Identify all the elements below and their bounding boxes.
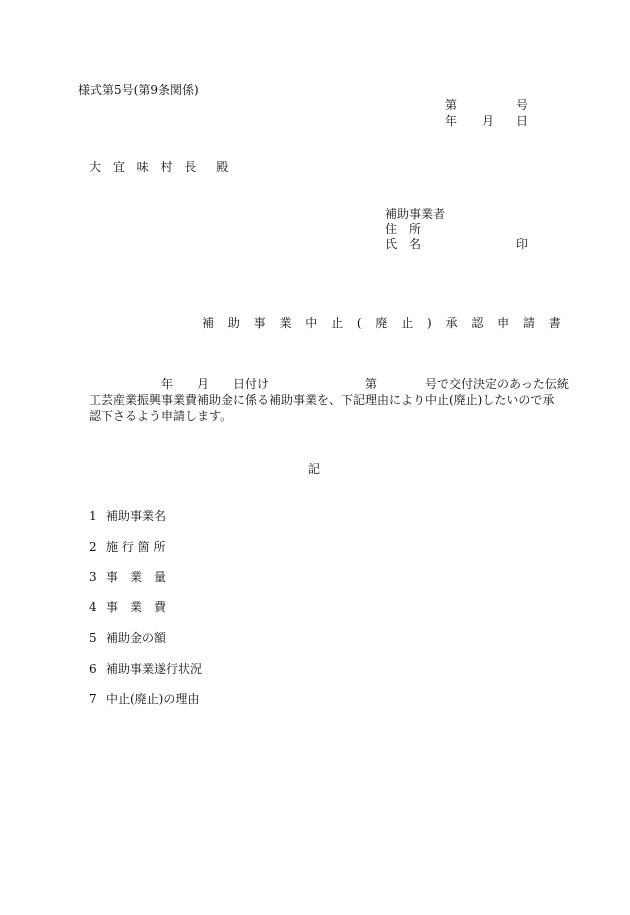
body-paragraph xyxy=(89,376,569,424)
item-label: 中止(廃止)の理由 xyxy=(106,692,200,706)
form-number-label: 様式第5号(第9条関係) xyxy=(78,83,199,97)
item-number: 3 xyxy=(89,570,97,584)
item-number: 5 xyxy=(89,631,97,645)
list-item xyxy=(89,662,202,676)
list-item xyxy=(89,570,166,584)
date-day-label: 日 xyxy=(516,114,529,128)
document-number-suffix: 号 xyxy=(516,98,529,112)
list-item xyxy=(89,540,165,554)
seal-mark: 印 xyxy=(516,237,529,251)
date-year-label: 年 xyxy=(445,114,458,128)
list-item xyxy=(89,692,199,706)
ki-heading: 記 xyxy=(308,462,321,476)
applicant-title: 補助事業者 xyxy=(385,207,446,221)
document-number-prefix: 第 xyxy=(445,98,458,112)
list-item xyxy=(89,631,166,645)
date-month-label: 月 xyxy=(482,114,495,128)
item-label: 事 業 費 xyxy=(106,600,167,614)
item-label: 補助事業名 xyxy=(106,509,167,523)
item-label: 補助事業遂行状況 xyxy=(106,662,203,676)
item-number: 2 xyxy=(89,540,97,554)
item-number: 7 xyxy=(89,692,97,706)
body-line-3: 認下さるよう申請します。 xyxy=(89,409,233,423)
list-item xyxy=(89,509,166,523)
document-title: 補 助 事 業 中 止 ( 廃 止 ) 承 認 申 請 書 xyxy=(202,316,566,330)
body-line-2: 工芸産業振興事業費補助金に係る補助事業を、下記理由により中止(廃止)したいので承 xyxy=(89,393,555,407)
item-label: 施 行 箇 所 xyxy=(106,540,166,554)
item-label: 事 業 量 xyxy=(106,570,167,584)
body-line-1: 年 月 日付け 第 号で交付決定のあった伝統 xyxy=(89,377,569,391)
item-number: 6 xyxy=(89,662,97,676)
item-number: 1 xyxy=(89,509,97,523)
applicant-name-label: 氏 名 xyxy=(385,237,422,251)
item-label: 補助金の額 xyxy=(106,631,167,645)
item-number: 4 xyxy=(89,600,97,614)
addressee: 大 宜 味 村 長 殿 xyxy=(89,160,233,174)
list-item xyxy=(89,600,166,614)
applicant-address-label: 住 所 xyxy=(385,222,422,236)
